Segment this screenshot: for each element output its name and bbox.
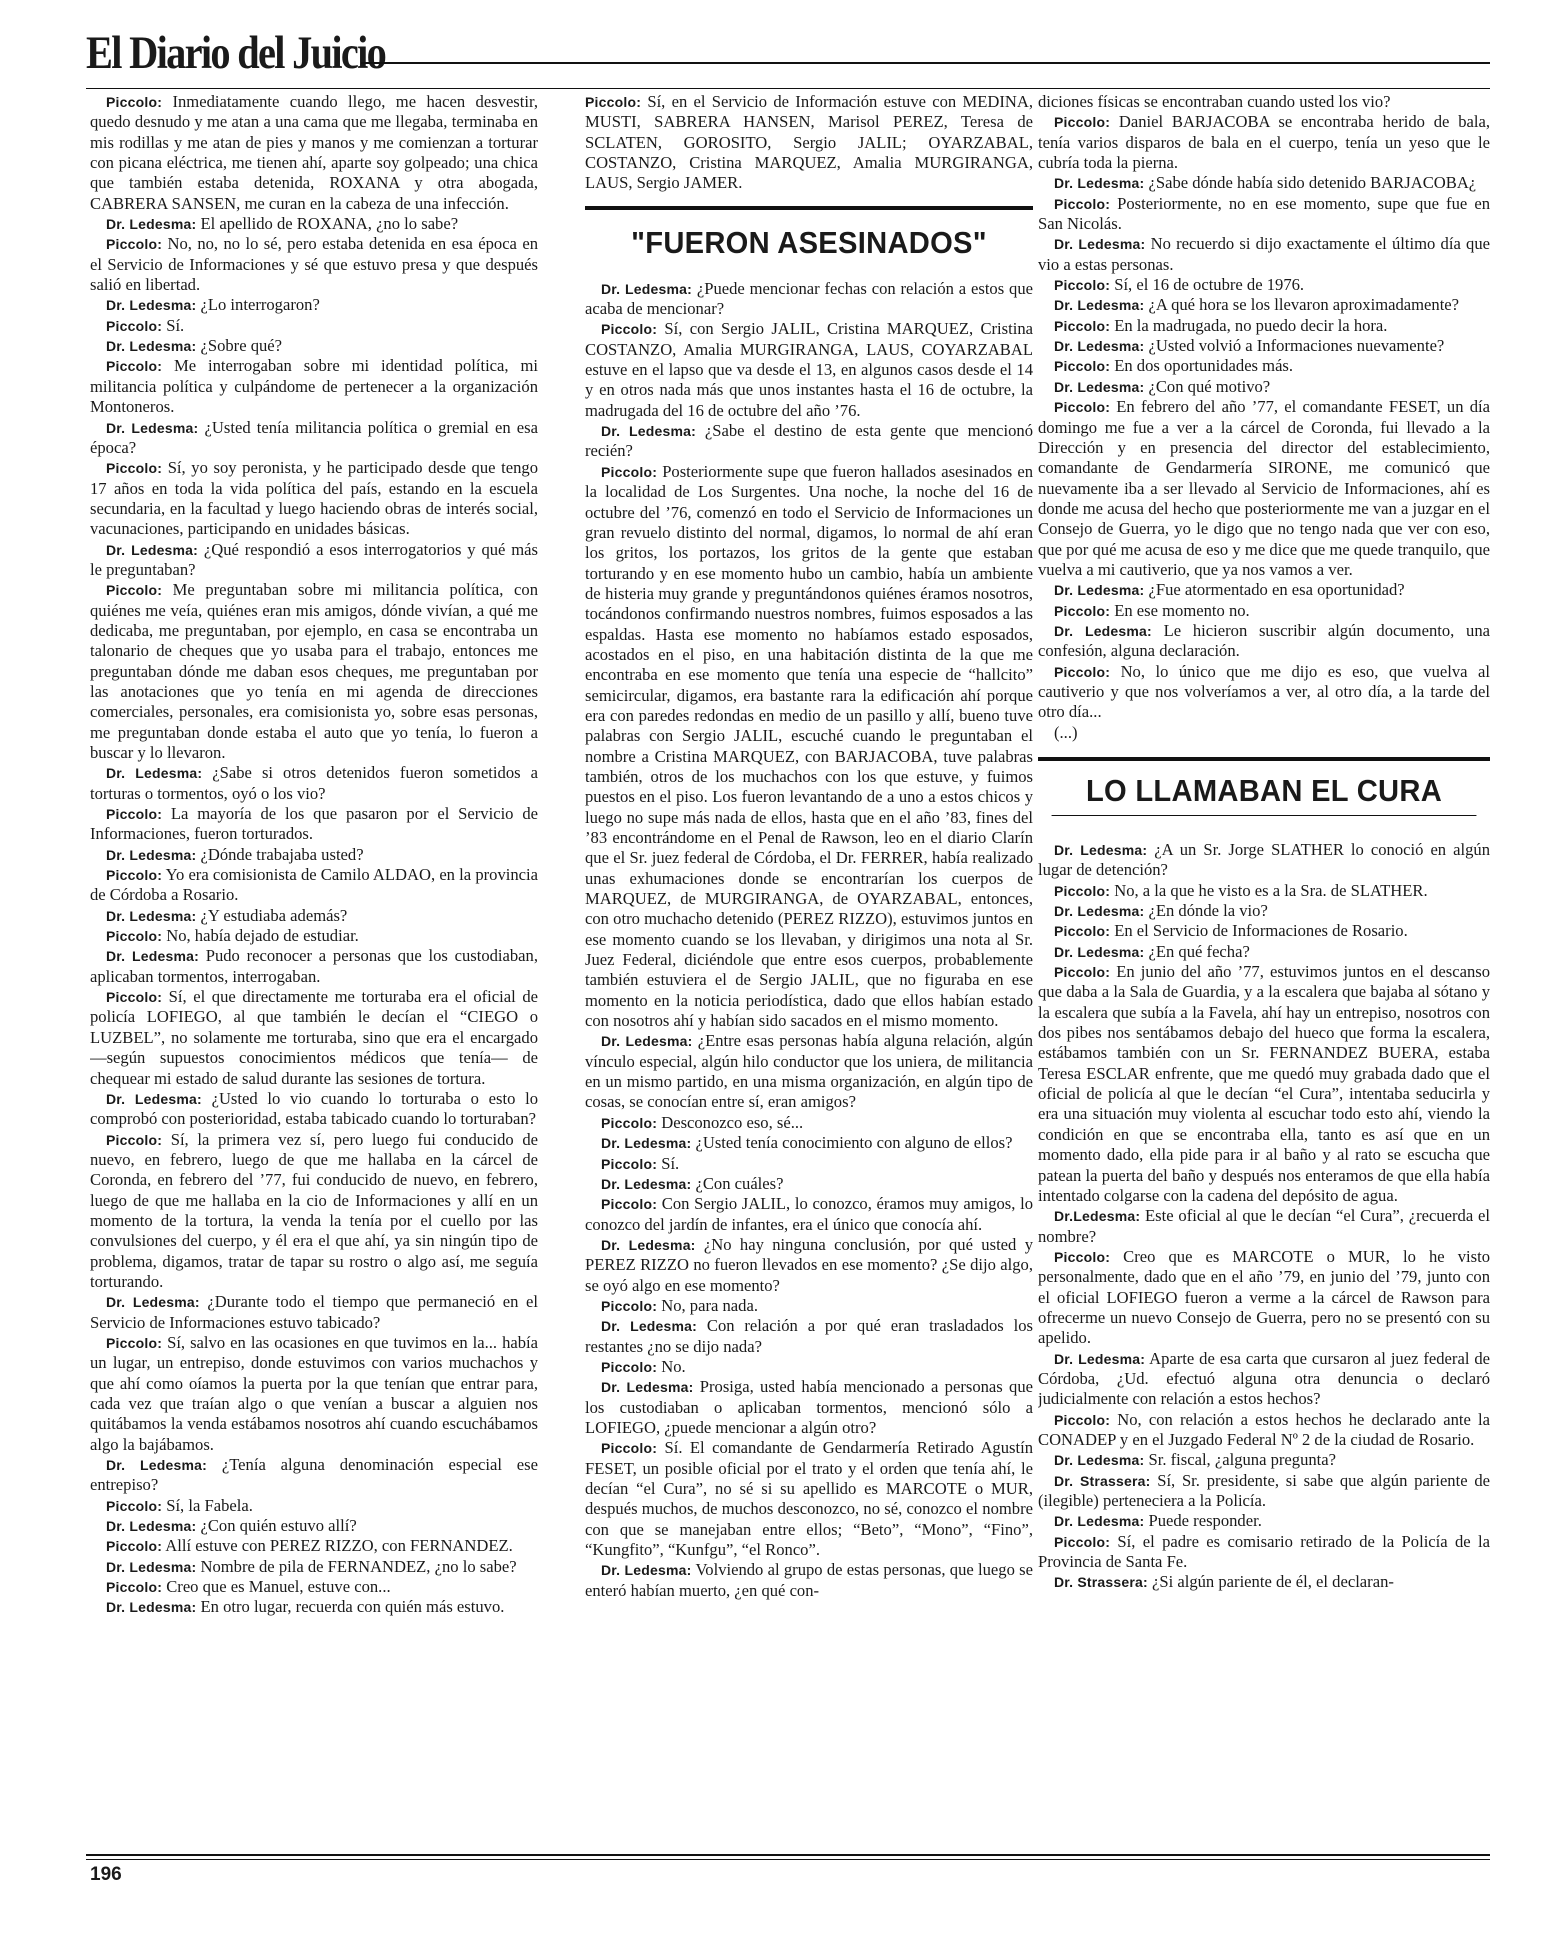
speaker-label: Piccolo: — [601, 1358, 658, 1375]
dialogue-text: Sí, con Sergio JALIL, Cristina MARQUEZ, Cristina COSTANZO, Amalia MURGIRANGA, LAUS, COYARZABAL estuve en el lapso que va desde el 13, en algunos casos desde el 14 y en otros nada más que unos instantes hasta el 16 de octubre, la madrugada del 16 de octubre del año ’76. — [585, 319, 1033, 420]
dialogue-paragraph — [90, 458, 538, 539]
speaker-label: Dr. Ledesma: — [106, 541, 199, 558]
masthead-title: El Diario del Juicio — [86, 27, 386, 79]
dialogue-paragraph — [90, 1292, 538, 1333]
speaker-label: Piccolo: — [1054, 114, 1111, 131]
speaker-label: Piccolo: — [601, 1196, 658, 1213]
dialogue-paragraph — [1038, 601, 1490, 621]
headline-fueron-asesinados: "FUERON ASESINADOS" — [631, 224, 987, 260]
dialogue-paragraph — [90, 356, 538, 417]
dialogue-paragraph — [90, 336, 538, 356]
dialogue-paragraph — [90, 540, 538, 581]
page-number: 196 — [90, 1864, 122, 1885]
speaker-label: Dr. Ledesma: — [1054, 338, 1145, 355]
dialogue-paragraph — [1038, 580, 1490, 600]
speaker-label: Dr. Ledesma: — [601, 1562, 692, 1579]
dialogue-text: ¿Sabe el destino de esta gente que mencionó recién? — [585, 421, 1033, 461]
dialogue-paragraph — [585, 1174, 1033, 1194]
dialogue-paragraph — [1038, 662, 1490, 723]
dialogue-text: Sí, la primera vez sí, pero luego fui conducido de nuevo, en febrero, luego de que me hallaba en la cárcel de Coronda, en febrero del ’77, fui conducido de nuevo, en febrero, luego de que me hallaba en la cio de Informaciones y allí en un momento de la tortura, la venda la tenía por el cuello por las convulsiones del cuerpo, y él era el que ahí, ya sin ningún tipo de problema, digamos, tratar de tapar su rostro o algo así, me seguía torturando. — [90, 1129, 538, 1291]
speaker-label: Piccolo: — [106, 94, 163, 110]
speaker-label: Dr. Ledesma: — [1054, 943, 1145, 960]
footer-rule — [86, 1854, 1490, 1856]
dialogue-text: ¿Usted tenía militancia política o gremial en esa época? — [90, 417, 538, 457]
dialogue-paragraph — [90, 92, 538, 214]
masthead-underline — [86, 88, 1490, 89]
dialogue-text: En junio del año ’77, estuvimos juntos en el descanso que daba a la Sala de Guardia, y a la escalera que bajaba al sótano y la escalera que subía a la Favela, ahí hay un entrepiso, nosotros con dos pibes nos sentábamos debajo del hueco que forma la escalera, estábamos también con un Sr. FERNANDEZ BUERA, estaba Teresa ESCLAR enfrente, que me quedó muy grabada dado que el oficial de policía al que le decían “el Cura”, intentaba seducirla y era una situación muy violenta al escuchar todo esto ahí, viendo la condición en que se encontraba ella, tanto es así que en un momento dado, ella pide para ir al baño y al rato se escucha que patean la puerta del baño y después nos enteramos de que ella había intentado colgarse con la cadena del depósito de agua. — [1038, 962, 1490, 1205]
dialogue-paragraph — [1038, 723, 1490, 743]
dialogue-text: No, no, no lo sé, pero estaba detenida en esa época en el Servicio de Informaciones y sé que estuvo presa y que después salió en libertad. — [90, 234, 538, 295]
dialogue-paragraph — [1038, 377, 1490, 397]
dialogue-paragraph — [585, 1194, 1033, 1235]
dialogue-paragraph — [90, 1333, 538, 1455]
dialogue-paragraph — [585, 1560, 1033, 1601]
dialogue-text: ¿Sabe si otros detenidos fueron sometidos a torturas o tormentos, oyó o los vio? — [90, 763, 538, 803]
dialogue-text: ¿Puede mencionar fechas con relación a estos que acaba de mencionar? — [585, 278, 1033, 319]
dialogue-text: ¿Con qué motivo? — [1148, 376, 1271, 396]
speaker-label: Dr. Ledesma: — [1054, 378, 1145, 395]
masthead-rule — [361, 62, 1490, 64]
dialogue-text: Sí. — [166, 315, 185, 335]
dialogue-paragraph — [1038, 1349, 1490, 1410]
dialogue-paragraph — [90, 987, 538, 1089]
dialogue-text: ¿Si algún pariente de él, el declaran- — [1152, 1572, 1394, 1592]
dialogue-text: ¿Tenía alguna denominación especial ese entrepiso? — [90, 1455, 538, 1495]
dialogue-paragraph — [1038, 356, 1490, 376]
speaker-label: Piccolo: — [106, 358, 163, 375]
dialogue-text: Posteriormente, no en ese momento, supe que fue en San Nicolás. — [1038, 193, 1490, 234]
dialogue-text: Allí estuve con PEREZ RIZZO, con FERNANDEZ. — [165, 1536, 513, 1556]
speaker-label: Piccolo: — [601, 1297, 658, 1314]
dialogue-paragraph — [1038, 1511, 1490, 1531]
dialogue-text: En la madrugada, no puedo decir la hora. — [1114, 315, 1388, 335]
headline-lo-llamaban-el-cura: LO LLAMABAN EL CURA — [1052, 773, 1477, 816]
dialogue-text: ¿No hay ninguna conclusión, por qué usted y PEREZ RIZZO no fueron llevados en ese momento? ¿Se dijo algo, se oyó algo en ese momento? — [585, 1234, 1033, 1295]
dialogue-text: Sí, en el Servicio de Información estuve con MEDINA, MUSTI, SABRERA HANSEN, Marisol PEREZ, Teresa de SCLATEN, GOROSITO, Sergio JALIL; OYARZABAL, COSTANZO, Cristina MARQUEZ, Amalia MURGIRANGA, LAUS, Sergio JAMER. — [585, 92, 1033, 193]
speaker-label: Dr. Ledesma: — [601, 1175, 692, 1192]
speaker-label: Dr. Ledesma: — [601, 1236, 696, 1253]
dialogue-paragraph — [1038, 1450, 1490, 1470]
dialogue-text: Sí, el padre es comisario retirado de la Policía de la Provincia de Santa Fe. — [1038, 1531, 1490, 1572]
dialogue-paragraph — [90, 316, 538, 336]
dialogue-text: Creo que es Manuel, estuve con... — [166, 1577, 391, 1597]
dialogue-paragraph — [585, 1113, 1033, 1133]
speaker-label: Dr. Ledesma: — [106, 907, 197, 924]
dialogue-paragraph — [1038, 316, 1490, 336]
dialogue-paragraph — [90, 418, 538, 459]
speaker-label: Dr. Strassera: — [1054, 1472, 1151, 1489]
speaker-label: Piccolo: — [1054, 399, 1111, 416]
dialogue-paragraph — [1038, 397, 1490, 580]
dialogue-paragraph — [585, 421, 1033, 462]
dialogue-paragraph — [1038, 901, 1490, 921]
dialogue-text: En dos oportunidades más. — [1114, 356, 1294, 376]
dialogue-text: Sí. — [661, 1153, 680, 1173]
speaker-label: Dr. Ledesma: — [1054, 582, 1145, 599]
speaker-label: Piccolo: — [585, 94, 642, 110]
dialogue-paragraph — [1038, 1572, 1490, 1592]
dialogue-text: Prosiga, usted había mencionado a personas que los custodiaban o aplicaban tormentos, mencionó sólo a LOFIEGO, ¿puede mencionar a algún otro? — [585, 1377, 1033, 1437]
dialogue-text: Sí. El comandante de Gendarmería Retirado Agustín FESET, un posible oficial por el trato y el orden que tenía ahí, le decían “el Cura”, no sé si su apellido es MARCOTE o MUR, después muchos, de muchos desconozco, no sé, conozco el nombre con que se manejaban entre ellos; “Beto”, “Mono”, “Fino”, “Kungfito”, “Kunfgu”, “el Ronco”. — [585, 1438, 1033, 1560]
speaker-label: Dr. Ledesma: — [601, 423, 697, 440]
dialogue-text: Con relación a por qué eran trasladados los restantes ¿no se dijo nada? — [585, 1316, 1033, 1356]
dialogue-text: Posteriormente supe que fueron hallados asesinados en la localidad de Los Surgentes. Una noche, la noche del 16 de octubre del ’76, comenzó en todo el Servicio de Informaciones un gran revuelo distinto del normal, digamos, lo normal de ahí eran los gritos, los portazos, los gritos de la gente que estaban torturando y en ese momento hubo un cambio, había un ambiente de histeria muy grande y preguntándonos quiénes éramos nosotros, tocándonos confirmando nuestros nombres, fuimos esposados a las espaldas. Hasta ese momento no habíamos estado esposados, acostados en el piso, en una habitación distinta de la que me encontraba en ese momento que tenía una especie de “hallcito” semicircular, digamos, era bastante rara la edificación ahí porque era con paredes redondas en medio de un pasillo y allí, bueno tuve palabras con Sergio JALIL, escuché cuando le preguntaban el nombre a Cristina MARQUEZ, con BARJACOBA, tuve palabras también, otros de los muchachos con los que estuve, y fuimos puestos en el piso. Los fueron levantando de a uno a estos chicos y luego no supe más nada de ellos, hasta que en el año ’83, fines del ’83 encontrándome en el Penal de Rawson, leo en el diario Clarín que el Sr. juez federal de Córdoba, el Dr. FERRER, había realizado unas exhumaciones donde se encontrarían los cuerpos de MARQUEZ, de MURGIRANGA, de OYARZABAL, entonces, con otro muchacho detenido (PEREZ RIZZO), estuvimos juntos en ese momento cuando se los llevaban, y dirigimos una nota al Sr. Juez Federal, diciéndole que entre esos cuerpos, probablemente también estuviera el de Sergio JALIL, que no figuraba en ese momento en la noticia periodística, dado que ellos habían estado con nosotros ahí y habían sido sacados en el mismo momento. — [585, 461, 1033, 1031]
headline-box-fueron-asesinados — [585, 206, 1033, 261]
column-2 — [585, 92, 1033, 1842]
speaker-label: Piccolo: — [601, 463, 658, 480]
dialogue-text: Aparte de esa carta que cursaron al juez federal de Córdoba, ¿Ud. efectuó alguna otra denuncia o declaró judicialmente con relación a estos hechos? — [1038, 1348, 1490, 1409]
speaker-label: Dr. Ledesma: — [106, 846, 197, 863]
speaker-label: Dr. Ledesma: — [106, 297, 197, 314]
dialogue-text: No recuerdo si dijo exactamente el último día que vio a estas personas. — [1038, 234, 1490, 274]
speaker-label: Dr. Ledesma: — [106, 1457, 208, 1474]
dialogue-text: Me interrogaban sobre mi identidad política, mi militancia política y culpándome de pertenecer a la organización Montoneros. — [90, 356, 538, 417]
dialogue-paragraph — [1038, 1532, 1490, 1573]
dialogue-paragraph — [1038, 275, 1490, 295]
dialogue-paragraph — [90, 214, 538, 234]
speaker-label: Dr. Ledesma: — [1054, 175, 1145, 192]
speaker-label: Dr. Ledesma: — [1054, 903, 1145, 920]
dialogue-paragraph — [90, 946, 538, 987]
dialogue-text: ¿Usted lo vio cuando lo torturaba o esto lo comprobó con posterioridad, estaba tabicado cuando lo torturaban? — [90, 1088, 538, 1129]
dialogue-text: ¿A qué hora se los llevaron aproximadamente? — [1148, 295, 1460, 315]
dialogue-paragraph — [1038, 173, 1490, 193]
dialogue-text: ¿Y estudiaba además? — [200, 905, 348, 925]
dialogue-text: En ese momento no. — [1114, 600, 1250, 620]
dialogue-text: En otro lugar, recuerda con quién más estuvo. — [200, 1597, 505, 1617]
speaker-label: Dr. Ledesma: — [1054, 622, 1152, 639]
dialogue-text: ¿Durante todo el tiempo que permaneció en el Servicio de Informaciones estuvo tabicado? — [90, 1292, 538, 1332]
dialogue-text: ¿Qué respondió a esos interrogatorios y qué más le preguntaban? — [90, 539, 538, 579]
dialogue-text: Daniel BARJACOBA se encontraba herido de bala, tenía varios disparos de bala en el cuerpo, tenía un yeso que le cubría toda la pierna. — [1038, 112, 1490, 173]
speaker-label: Dr. Ledesma: — [601, 1379, 694, 1396]
speaker-label: Piccolo: — [1054, 1533, 1111, 1550]
column-2-body — [585, 279, 1033, 1601]
dialogue-text: Puede responder. — [1148, 1511, 1262, 1531]
dialogue-paragraph — [90, 1557, 538, 1577]
speaker-label: Piccolo: — [1054, 964, 1111, 981]
dialogue-text: Desconozco eso, sé... — [661, 1112, 804, 1132]
speaker-label: Piccolo: — [1054, 663, 1111, 680]
speaker-label: Piccolo: — [106, 928, 163, 945]
dialogue-paragraph — [90, 763, 538, 804]
dialogue-text: ¿Usted volvió a Informaciones nuevamente? — [1148, 336, 1445, 356]
speaker-label: Piccolo: — [106, 806, 163, 823]
speaker-label: Piccolo: — [1054, 923, 1111, 940]
dialogue-paragraph — [90, 234, 538, 295]
dialogue-paragraph — [90, 906, 538, 926]
dialogue-text: ¿En qué fecha? — [1148, 941, 1250, 961]
dialogue-text: No, para nada. — [661, 1295, 758, 1315]
speaker-label: Piccolo: — [106, 1579, 163, 1596]
dialogue-text: No, a la que he visto es a la Sra. de SLATHER. — [1114, 880, 1428, 900]
dialogue-text: Nombre de pila de FERNANDEZ, ¿no lo sabe? — [200, 1556, 517, 1576]
column-2-intro — [585, 92, 1033, 194]
dialogue-paragraph — [585, 1316, 1033, 1357]
speaker-label: Piccolo: — [601, 321, 658, 338]
dialogue-text: Sí, el 16 de octubre de 1976. — [1114, 275, 1305, 295]
dialogue-paragraph — [1038, 1206, 1490, 1247]
speaker-label: Piccolo: — [1054, 1411, 1111, 1428]
speaker-label: Dr. Ledesma: — [106, 216, 197, 233]
dialogue-text: ¿Usted tenía conocimiento con alguno de ellos? — [695, 1133, 1013, 1153]
dialogue-text: ¿Sobre qué? — [200, 336, 283, 356]
speaker-label: Dr.Ledesma: — [1054, 1208, 1141, 1225]
footer-rule-thin — [86, 1859, 1490, 1860]
headline-box-lo-llamaban-el-cura — [1038, 757, 1490, 816]
speaker-label: Piccolo: — [106, 1131, 163, 1148]
dialogue-paragraph — [585, 1031, 1033, 1112]
dialogue-paragraph — [90, 1130, 538, 1293]
speaker-label: Dr. Ledesma: — [106, 1599, 197, 1616]
speaker-label: Piccolo: — [1054, 358, 1111, 375]
speaker-label: Dr. Strassera: — [1054, 1574, 1148, 1591]
speaker-label: Dr. Ledesma: — [1054, 1350, 1146, 1367]
speaker-label: Dr. Ledesma: — [106, 765, 203, 782]
dialogue-paragraph — [90, 1496, 538, 1516]
speaker-label: Dr. Ledesma: — [1054, 842, 1148, 858]
speaker-label: Dr. Ledesma: — [601, 280, 693, 297]
dialogue-text: No, había dejado de estudiar. — [166, 926, 359, 946]
dialogue-paragraph — [1038, 840, 1490, 881]
dialogue-text: Sí, yo soy peronista, y he participado desde que tengo 17 años en toda la vida política del país, estando en la escuela secundaria, en la facultad y luego haciendo obras de interés social, vacunaciones, participando en unidades básicas. — [90, 458, 538, 539]
speaker-label: Dr. Ledesma: — [106, 1090, 202, 1107]
dialogue-paragraph — [1038, 1410, 1490, 1451]
dialogue-text: Le hicieron suscribir algún documento, una confesión, alguna declaración. — [1038, 620, 1490, 661]
dialogue-paragraph — [90, 1536, 538, 1556]
dialogue-paragraph — [90, 845, 538, 865]
dialogue-paragraph — [90, 295, 538, 315]
dialogue-text: Pudo reconocer a personas que los custodiaban, aplicaban tormentos, interrogaban. — [90, 946, 538, 986]
dialogue-text: ¿Sabe dónde había sido detenido BARJACOBA¿ — [1148, 173, 1477, 193]
dialogue-text: No. — [661, 1356, 686, 1376]
dialogue-text: En el Servicio de Informaciones de Rosario. — [1114, 921, 1408, 941]
dialogue-text: Inmediatamente cuando llego, me hacen desvestir, quedo desnudo y me atan a una cama que me llegaba, terminaba en mis rodillas y me atan de pies y manos y me comienzan a torturar con picana eléctrica, me tienen ahí, aparte soy golpeado; una chica que también estaba detenida, ROXANA y otra abogada, CABRERA SANSEN, me curan en la cabeza de una infección. — [90, 92, 538, 213]
speaker-label: Piccolo: — [601, 1155, 658, 1172]
speaker-label: Dr. Ledesma: — [601, 1033, 693, 1050]
dialogue-text: ¿A un Sr. Jorge SLATHER lo conoció en algún lugar de detención? — [1038, 840, 1490, 880]
speaker-label: Dr. Ledesma: — [106, 1558, 197, 1575]
dialogue-paragraph — [1038, 234, 1490, 275]
dialogue-text: Volviendo al grupo de estas personas, que luego se enteró habían muerto, ¿en qué con- — [585, 1560, 1033, 1600]
dialogue-paragraph — [1038, 112, 1490, 173]
column-3-body-b — [1038, 840, 1490, 1593]
dialogue-paragraph — [585, 319, 1033, 421]
dialogue-paragraph — [90, 1577, 538, 1597]
dialogue-paragraph — [585, 279, 1033, 320]
dialogue-text: Sí, el que directamente me torturaba era el oficial de policía LOFIEGO, al que también le decían el “CIEGO o LUZBEL”, no solamente me torturaba, sino que era el encargado —según supuestos conocimientos médicos que tenía— de chequear mi estado de salud durante las sesiones de tortura. — [90, 987, 538, 1088]
dialogue-paragraph — [585, 1296, 1033, 1316]
dialogue-text: ¿En dónde la vio? — [1148, 901, 1268, 921]
masthead — [86, 22, 1490, 86]
dialogue-text: ¿Con quién estuvo allí? — [200, 1516, 357, 1536]
dialogue-text: diciones físicas se encontraban cuando usted los vio? — [1038, 92, 1391, 111]
dialogue-text: Sí, la Fabela. — [166, 1495, 253, 1515]
speaker-label: Piccolo: — [106, 236, 163, 253]
dialogue-text: Este oficial al que le decían “el Cura”, ¿recuerda el nombre? — [1038, 1206, 1490, 1246]
dialogue-text: Me preguntaban sobre mi militancia política, con quiénes me veía, quiénes eran mis amigos, dónde vivían, a qué me dedicaba, me preguntaban, por ejemplo, en casa se encontraba un talonario de cheques que yo usaba para el trabajo, entonces me preguntaban dónde me daban esos cheques, me preguntaban por las anotaciones que yo tenía en mi agenda de direcciones comerciales, personales, era comisionista yo, sobre esas personas, me preguntaban donde estaba el auto que yo tenía, lo fueron a buscar y lo llevaron. — [90, 580, 538, 762]
speaker-label: Piccolo: — [601, 1114, 658, 1131]
speaker-label: Piccolo: — [1054, 602, 1111, 619]
dialogue-paragraph — [1038, 621, 1490, 662]
dialogue-paragraph — [90, 1597, 538, 1617]
speaker-label: Piccolo: — [106, 1538, 163, 1555]
speaker-label: Piccolo: — [106, 1497, 163, 1514]
speaker-label: Piccolo: — [106, 867, 163, 884]
dialogue-paragraph — [90, 865, 538, 906]
dialogue-text: (...) — [1054, 722, 1078, 742]
dialogue-text: Con Sergio JALIL, lo conozco, éramos muy amigos, lo conozco del jardín de infantes, era el único que conocía ahí. — [585, 1194, 1033, 1234]
dialogue-paragraph — [1038, 295, 1490, 315]
speaker-label: Piccolo: — [106, 1334, 163, 1351]
dialogue-text: No, con relación a estos hechos he declarado ante la CONADEP y en el Juzgado Federal Nº 2 de la ciudad de Rosario. — [1038, 1409, 1490, 1449]
dialogue-text: No, lo único que me dijo es eso, que vuelva al cautiverio y que nos volveríamos a ver, al otro día, a la tarde del otro día... — [1038, 661, 1490, 722]
dialogue-text: En febrero del año ’77, el comandante FESET, un día domingo me fue a ver a la cárcel de Coronda, fui llevado a la Dirección y en presencia del director del establecimiento, comandante de Gendarmería SIRONE, me comunicó que nuevamente iba a ser llevado al Servicio de Informaciones, ahí es donde me acusa del hecho que posteriormente me van a juzgar en el Consejo de Guerra, yo le digo que no tengo nada que ver con eso, que por qué me acusa de eso y me dice que me quede tranquilo, que vuelva a mi cautiverio, que ya nos vamos a ver. — [1038, 397, 1490, 579]
dialogue-paragraph — [1038, 194, 1490, 235]
dialogue-paragraph — [90, 804, 538, 845]
dialogue-paragraph — [1038, 92, 1490, 112]
dialogue-paragraph — [585, 1235, 1033, 1296]
speaker-label: Dr. Ledesma: — [106, 338, 197, 355]
dialogue-text: El apellido de ROXANA, ¿no lo sabe? — [200, 214, 459, 234]
dialogue-text: ¿Dónde trabajaba usted? — [200, 844, 364, 864]
speaker-label: Dr. Ledesma: — [1054, 236, 1146, 253]
dialogue-paragraph — [1038, 336, 1490, 356]
speaker-label: Dr. Ledesma: — [601, 1135, 692, 1152]
dialogue-paragraph — [585, 1357, 1033, 1377]
dialogue-text: Yo era comisionista de Camilo ALDAO, en la provincia de Córdoba a Rosario. — [90, 865, 538, 905]
dialogue-paragraph — [585, 1154, 1033, 1174]
dialogue-paragraph — [1038, 1471, 1490, 1512]
dialogue-paragraph — [585, 462, 1033, 1032]
speaker-label: Piccolo: — [1054, 317, 1111, 334]
speaker-label: Dr. Ledesma: — [106, 1294, 200, 1311]
dialogue-text: ¿Fue atormentado en esa oportunidad? — [1148, 580, 1405, 600]
dialogue-paragraph — [585, 92, 1033, 194]
speaker-label: Dr. Ledesma: — [1054, 1513, 1145, 1530]
dialogue-text: La mayoría de los que pasaron por el Servicio de Informaciones, fueron torturados. — [90, 804, 538, 844]
speaker-label: Dr. Ledesma: — [1054, 297, 1145, 314]
speaker-label: Dr. Ledesma: — [106, 1518, 197, 1535]
speaker-label: Dr. Ledesma: — [1054, 1452, 1145, 1469]
dialogue-text: ¿Con cuáles? — [695, 1173, 784, 1193]
dialogue-text: Creo que es MARCOTE o MUR, lo he visto personalmente, dado que en el año ’79, en junio del ’79, junto con el oficial LOFIEGO fueron a verme a la cárcel de Rawson para ofrecerme un nuevo Consejo de Guerra, pero no se presentó con su apelido. — [1038, 1246, 1490, 1348]
speaker-label: Piccolo: — [106, 317, 163, 334]
speaker-label: Dr. Ledesma: — [106, 419, 199, 436]
dialogue-paragraph — [90, 580, 538, 763]
speaker-label: Piccolo: — [106, 989, 163, 1006]
dialogue-paragraph — [90, 926, 538, 946]
dialogue-paragraph — [90, 1516, 538, 1536]
speaker-label: Piccolo: — [106, 460, 163, 477]
dialogue-paragraph — [585, 1377, 1033, 1438]
speaker-label: Piccolo: — [1054, 1248, 1111, 1265]
dialogue-paragraph — [585, 1133, 1033, 1153]
dialogue-text: ¿Lo interrogaron? — [200, 295, 320, 315]
dialogue-text: Sí, Sr. presidente, si sabe que algún pariente de (ilegible) perteneciera a la Policía. — [1038, 1470, 1490, 1510]
speaker-label: Piccolo: — [1054, 195, 1111, 212]
dialogue-paragraph — [1038, 881, 1490, 901]
dialogue-paragraph — [90, 1455, 538, 1496]
dialogue-text: Sí, salvo en las ocasiones en que tuvimos en la... había un lugar, un entrepiso, donde estuvimos con varios muchachos y que ahí como oíamos la puerta por la que tenían que entrar para, cada vez que traían algo o que venían a buscar a alguien nos quitábamos la venda estábamos nosotros ahí cuando escuchábamos algo la bajábamos. — [90, 1332, 538, 1454]
dialogue-text: ¿Entre esas personas había alguna relación, algún vínculo especial, algún hilo conductor que los uniera, de militancia en un mismo partido, en una misma organización, en algún tipo de cosas, se conocían entre sí, eran amigos? — [585, 1031, 1033, 1112]
speaker-label: Piccolo: — [1054, 277, 1111, 294]
speaker-label: Piccolo: — [106, 582, 163, 599]
column-3-body — [1038, 112, 1490, 743]
speaker-label: Dr. Ledesma: — [106, 948, 199, 965]
speaker-label: Dr. Ledesma: — [601, 1318, 698, 1335]
dialogue-paragraph — [1038, 1247, 1490, 1349]
dialogue-text: Sr. fiscal, ¿alguna pregunta? — [1148, 1450, 1337, 1470]
column-3-intro — [1038, 92, 1490, 112]
column-1 — [90, 92, 538, 1842]
dialogue-paragraph — [90, 1089, 538, 1130]
speaker-label: Piccolo: — [601, 1440, 658, 1457]
dialogue-paragraph — [1038, 962, 1490, 1206]
dialogue-paragraph — [1038, 921, 1490, 941]
dialogue-paragraph — [585, 1438, 1033, 1560]
dialogue-paragraph — [1038, 942, 1490, 962]
column-3 — [1038, 92, 1490, 1842]
speaker-label: Piccolo: — [1054, 882, 1111, 899]
